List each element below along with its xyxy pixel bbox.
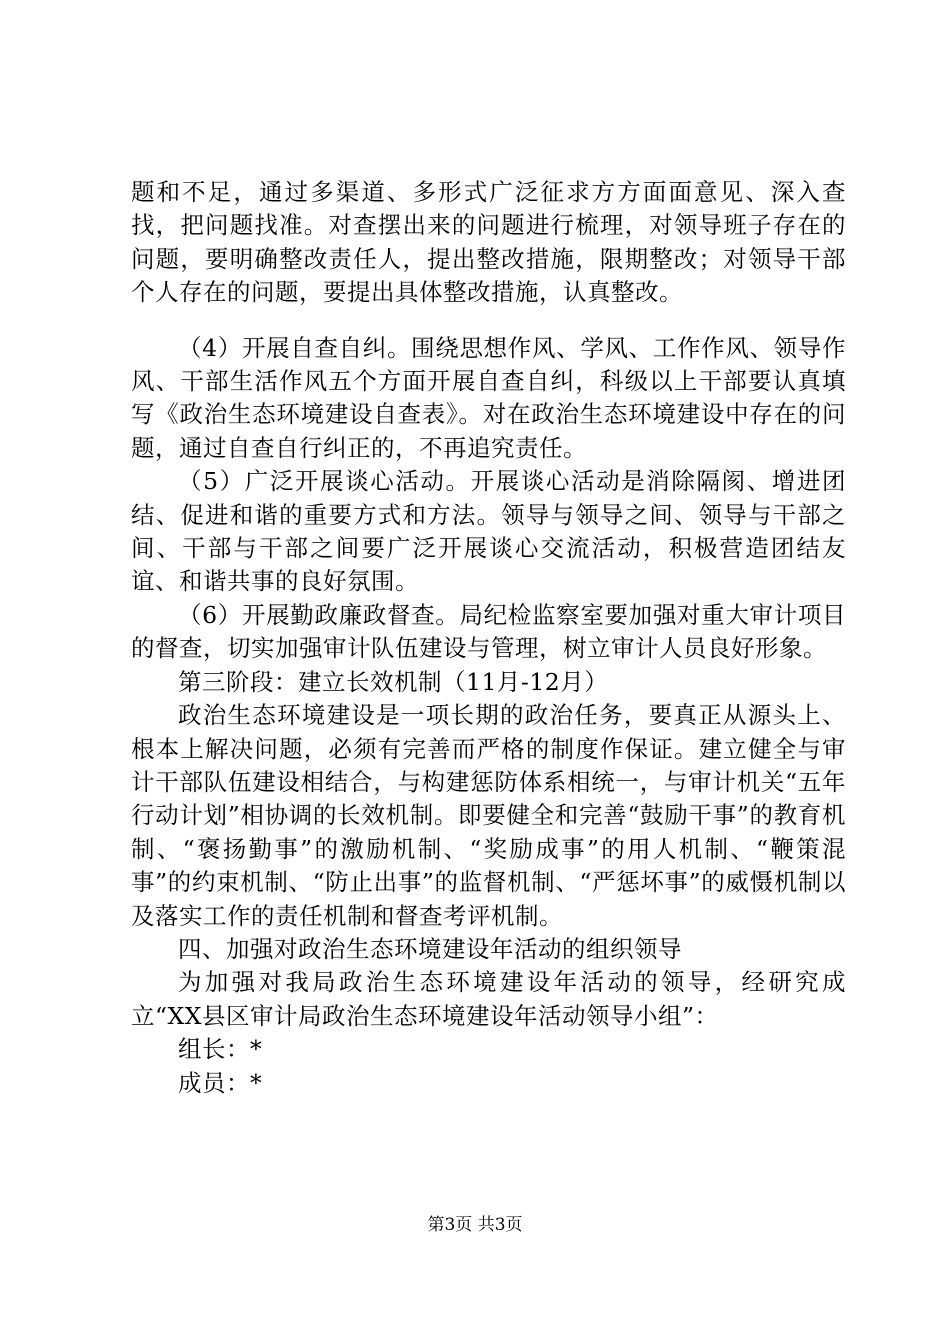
section-four-heading: 四、加强对政治生态环境建设年活动的组织领导 (178, 934, 682, 963)
paragraph-self-inspection: （4）开展自查自纠。围绕思想作风、学风、工作作风、领导作风、干部生活作风五个方面开展自查自纠，科级以上干部要认真填写《政治生态环境建设自查表》。对在政治生态环境建设中存在的问题，通过自查自行纠正的，不再追究责任。 (131, 333, 846, 462)
document-body (131, 176, 846, 1100)
stage-three-heading: 第三阶段：建立长效机制（11月-12月） (178, 667, 609, 696)
paragraph-long-term-mechanism: 政治生态环境建设是一项长期的政治任务，要真正从源头上、根本上解决问题，必须有完善而严格的制度作保证。建立健全与审计干部队伍建设相结合，与构建惩防体系相统一，与审计机关“五年行动计划”相协调的长效机制。即要健全和完善“鼓励干事”的教育机制、“褒扬勤事”的激励机制、“奖励成事”的用人机制、“鞭策混事”的约束机制、“防止出事”的监督机制、“严惩坏事”的威慑机制以及落实工作的责任机制和督查考评机制。 (131, 701, 846, 930)
group-members-line: 成员：* (178, 1068, 263, 1097)
paragraph-integrity-inspection: （6）开展勤政廉政督查。局纪检监察室要加强对重大审计项目的督查，切实加强审计队伍建设与管理，树立审计人员良好形象。 (131, 600, 846, 663)
paragraph-continued: 题和不足，通过多渠道、多形式广泛征求方方面面意见、深入查找，把问题找准。对查摆出来的问题进行梳理，对领导班子存在的问题，要明确整改责任人，提出整改措施，限期整改；对领导干部个人存在的问题，要提出具体整改措施，认真整改。 (131, 178, 846, 307)
paragraph-leading-group: 为加强对我局政治生态环境建设年活动的领导，经研究成立“XX县区审计局政治生态环境建设年活动领导小组”： (131, 968, 846, 1030)
page-number-footer: 第3页 共3页 (427, 1215, 523, 1235)
paragraph-heart-to-heart: （5）广泛开展谈心活动。开展谈心活动是消除隔阂、增进团结、促进和谐的重要方式和方法。领导与领导之间、领导与干部之间、干部与干部之间要广泛开展谈心交流活动，积极营造团结友谊、和谐共事的良好氛围。 (131, 467, 846, 596)
group-leader-line: 组长：* (178, 1035, 263, 1064)
paragraph-gap (131, 310, 846, 332)
